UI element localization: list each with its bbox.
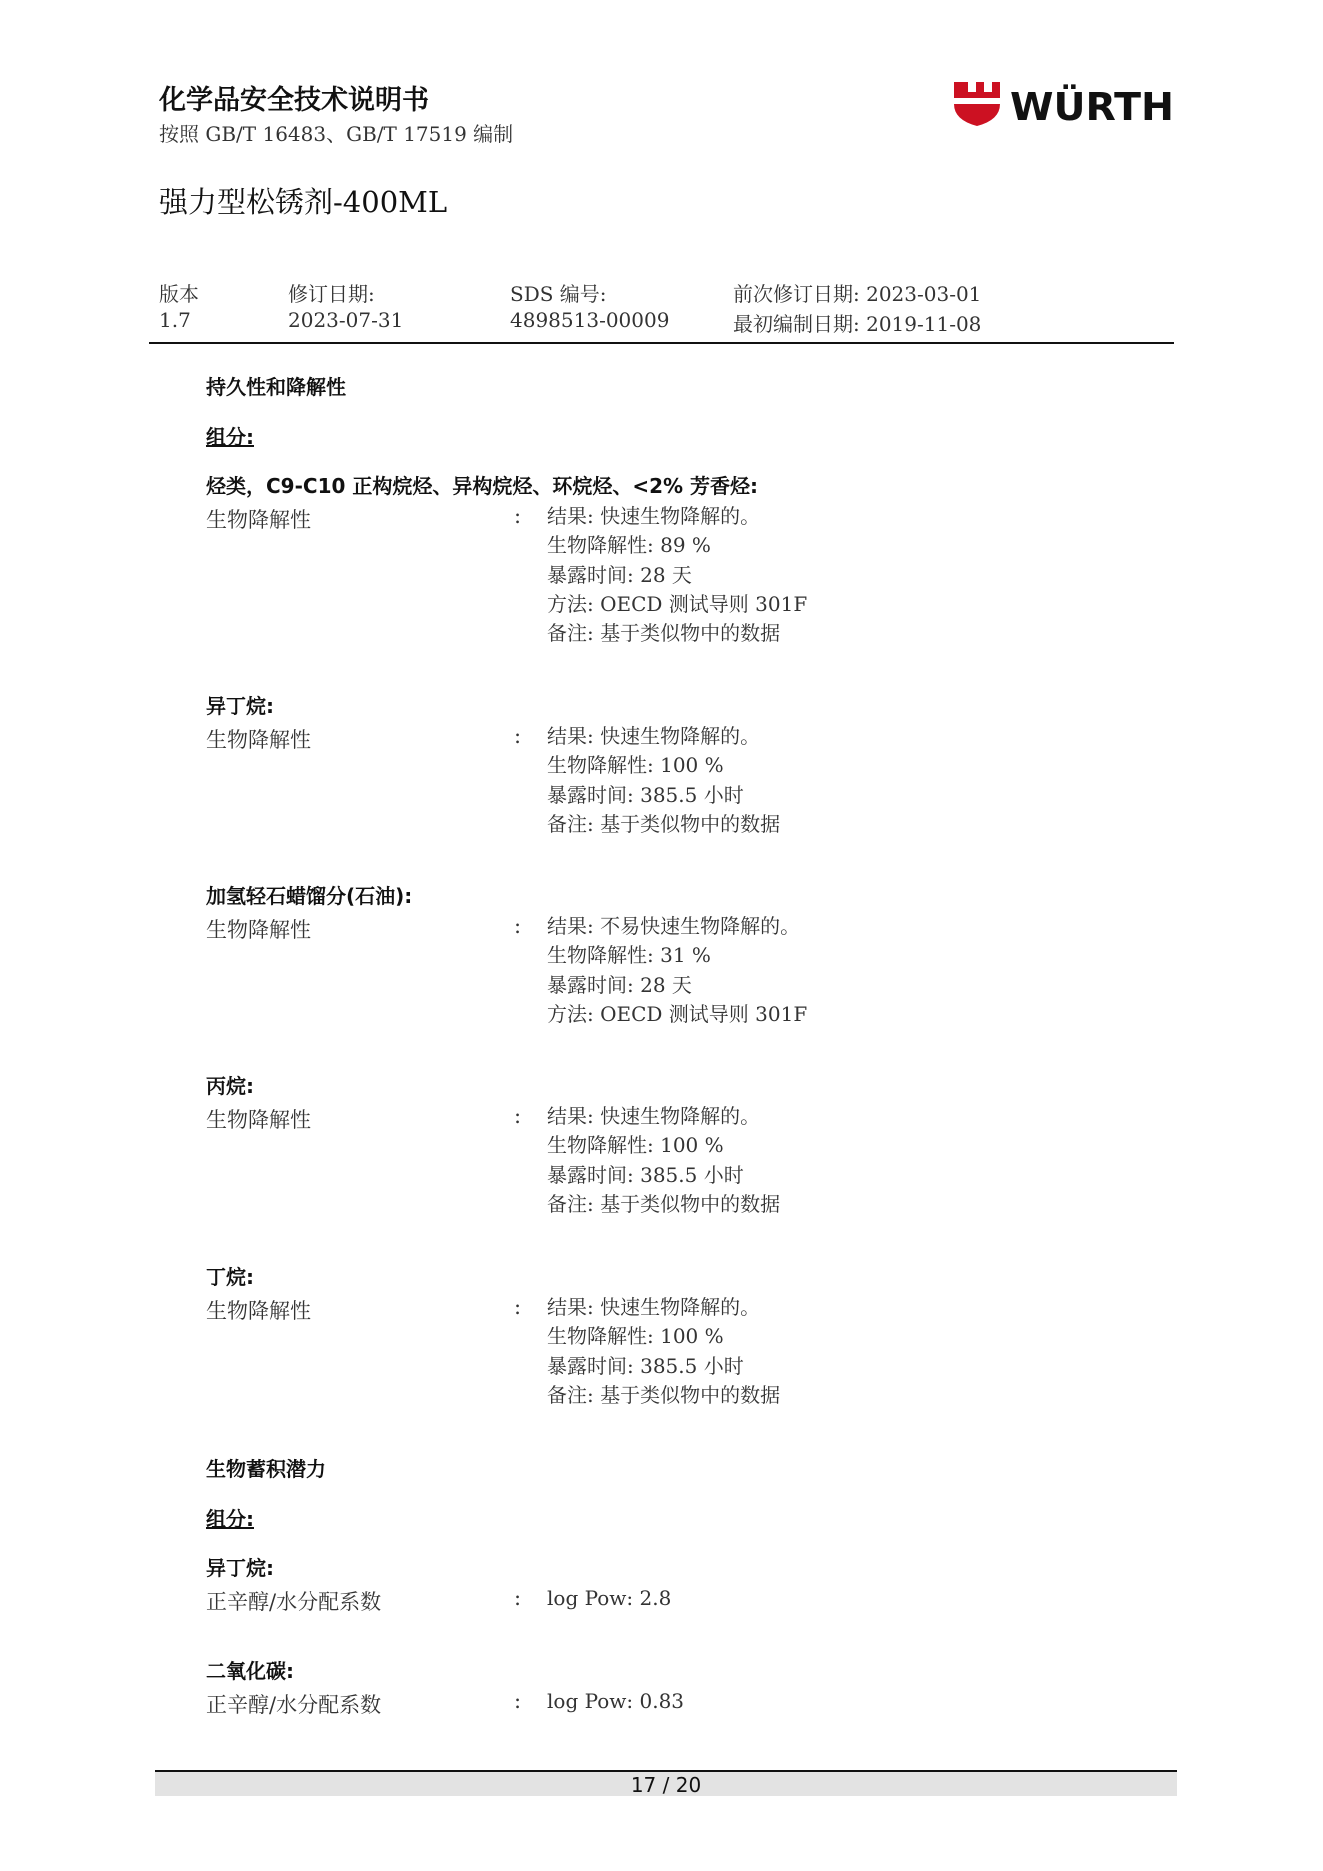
- value-line: 生物降解性: 100 %: [547, 1133, 724, 1158]
- separator: :: [514, 1104, 522, 1128]
- value-line: 暴露时间: 28 天: [547, 972, 692, 997]
- value-line: 方法: OECD 测试导则 301F: [547, 1001, 808, 1026]
- value-line: 备注: 基于类似物中的数据: [547, 811, 781, 836]
- value-line: 生物降解性: 31 %: [547, 943, 711, 968]
- value-line: 结果: 快速生物降解的。: [547, 724, 761, 748]
- separator: :: [514, 914, 522, 938]
- separator: :: [514, 1586, 522, 1610]
- property-values: [547, 1293, 780, 1410]
- property-label: 正辛醇/水分配系数: [206, 1693, 382, 1717]
- document-standard: 按照 GB/T 16483、GB/T 17519 编制: [159, 122, 514, 146]
- revision-date-value: 2023-07-31: [288, 308, 404, 332]
- property-values: [547, 722, 780, 839]
- substance-name: 加氢轻石蜡馏分(石油):: [206, 884, 413, 908]
- page-number: 17 / 20: [630, 1773, 702, 1797]
- property-label: 生物降解性: [206, 508, 311, 532]
- header-divider: [149, 342, 1174, 344]
- property-values: [547, 502, 807, 648]
- separator: :: [514, 724, 522, 748]
- substance-name: 异丁烷:: [206, 694, 274, 718]
- version-value: 1.7: [159, 308, 191, 332]
- value-line: 暴露时间: 385.5 小时: [547, 782, 744, 807]
- value-line: 生物降解性: 100 %: [547, 1324, 724, 1349]
- value-line: 结果: 快速生物降解的。: [547, 1104, 761, 1128]
- value-line: 备注: 基于类似物中的数据: [547, 1382, 781, 1407]
- property-values: [547, 1102, 780, 1219]
- value-line: 结果: 快速生物降解的。: [547, 1295, 761, 1319]
- substance-name: 丙烷:: [206, 1074, 254, 1098]
- property-label: 生物降解性: [206, 918, 311, 942]
- components-label: 组分:: [206, 1507, 254, 1531]
- substance-name: 二氧化碳:: [206, 1659, 294, 1683]
- value-line: 暴露时间: 385.5 小时: [547, 1353, 744, 1378]
- property-label: 生物降解性: [206, 1108, 311, 1132]
- sds-number-label: SDS 编号:: [510, 282, 607, 306]
- value-line: 暴露时间: 385.5 小时: [547, 1162, 744, 1187]
- value-line: 备注: 基于类似物中的数据: [547, 1191, 781, 1216]
- property-values: [547, 912, 807, 1029]
- document-title: 化学品安全技术说明书: [159, 85, 429, 116]
- value-line: 备注: 基于类似物中的数据: [547, 621, 781, 646]
- sds-number-value: 4898513-00009: [510, 308, 670, 332]
- value-line: 方法: OECD 测试导则 301F: [547, 591, 808, 616]
- value-line: 结果: 不易快速生物降解的。: [547, 914, 801, 938]
- separator: :: [514, 504, 522, 528]
- property-label: 生物降解性: [206, 728, 311, 752]
- property-label: 正辛醇/水分配系数: [206, 1590, 382, 1614]
- revision-date-label: 修订日期:: [288, 282, 375, 306]
- product-name: 强力型松锈剂-400ML: [159, 185, 448, 219]
- first-issue-date: 最初编制日期: 2019-11-08: [733, 312, 982, 336]
- value-line: 暴露时间: 28 天: [547, 562, 692, 587]
- section-heading-persistence: 持久性和降解性: [206, 375, 346, 399]
- separator: :: [514, 1295, 522, 1319]
- substance-name: 烃类，C9-C10 正构烷烃、异构烷烃、环烷烃、<2% 芳香烃:: [206, 474, 759, 498]
- logo-wordmark: WÜRTH: [1010, 85, 1174, 128]
- property-values: [547, 1584, 671, 1613]
- value-line: log Pow: 2.8: [547, 1586, 672, 1610]
- wurth-logo: [952, 78, 1176, 128]
- separator: :: [514, 1689, 522, 1713]
- value-line: 结果: 快速生物降解的。: [547, 504, 761, 528]
- previous-revision-date: 前次修订日期: 2023-03-01: [733, 282, 982, 306]
- substance-name: 异丁烷:: [206, 1556, 274, 1580]
- section-heading-bioaccumulation: 生物蓄积潜力: [206, 1457, 326, 1481]
- property-label: 生物降解性: [206, 1299, 311, 1323]
- property-values: [547, 1687, 684, 1716]
- value-line: 生物降解性: 100 %: [547, 753, 724, 778]
- value-line: 生物降解性: 89 %: [547, 533, 711, 558]
- value-line: log Pow: 0.83: [547, 1689, 685, 1713]
- version-label: 版本: [159, 282, 199, 306]
- components-label: 组分:: [206, 425, 254, 449]
- substance-name: 丁烷:: [206, 1265, 254, 1289]
